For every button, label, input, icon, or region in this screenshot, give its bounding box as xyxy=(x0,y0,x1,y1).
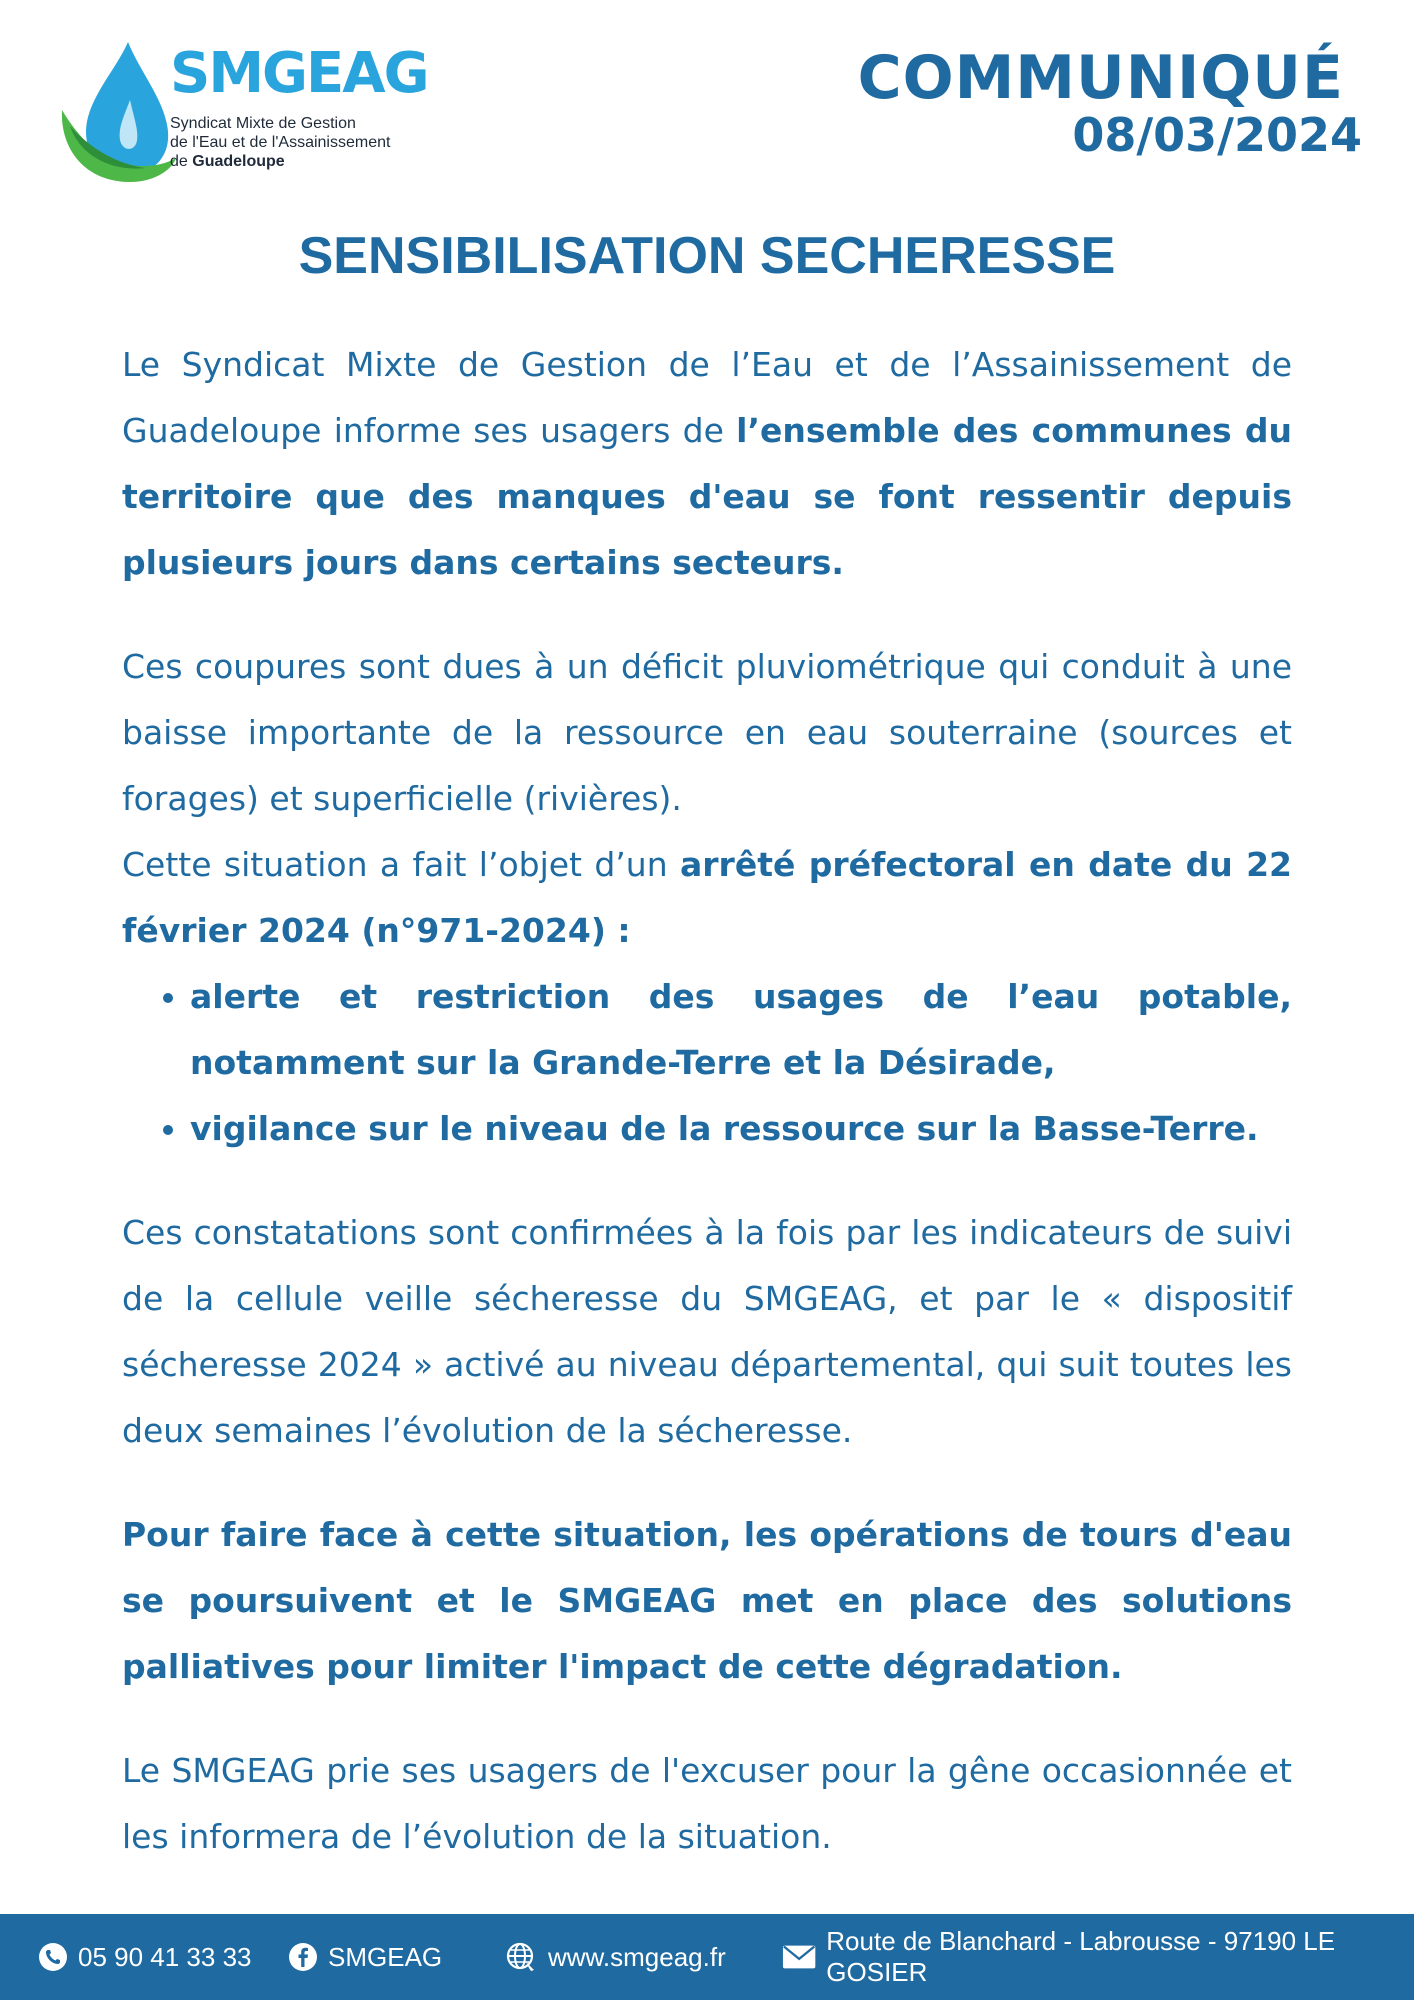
document-title: SENSIBILISATION SECHERESSE xyxy=(298,227,1116,285)
paragraph-6: Le SMGEAG prie ses usagers de l'excuser pour la gêne occasionnée et les informera de l’évolution de la situation. xyxy=(122,1751,1292,1856)
footer-facebook[interactable] xyxy=(288,1914,442,2000)
footer-phone-text: 05 90 41 33 33 xyxy=(78,1941,252,1972)
list-item: • vigilance sur le niveau de la ressource sur la Basse-Terre. xyxy=(190,1096,1292,1162)
communique-label: COMMUNIQUÉ xyxy=(857,43,1344,113)
brand-subtitle-line-1: Syndicat Mixte de Gestion xyxy=(170,115,356,132)
restriction-list xyxy=(122,964,1292,1162)
paragraph-1-emphasis: l’ensemble des communes du territoire que des manques d'eau se font ressentir depuis plusieurs jours dans certains secteurs. xyxy=(122,411,1292,582)
brand-name: SMGEAG xyxy=(170,41,428,106)
paragraph-2: Ces coupures sont dues à un déficit pluviométrique qui conduit à une baisse importante de la ressource en eau souterraine (sources et forages) et superficielle (rivières). xyxy=(122,647,1292,818)
facebook-icon xyxy=(288,1942,318,1972)
brand-subtitle-guadeloupe: Guadeloupe xyxy=(192,153,285,170)
document-body xyxy=(122,332,1292,1870)
footer-website[interactable] xyxy=(504,1914,726,2000)
footer-phone[interactable] xyxy=(38,1914,252,2000)
list-item: • alerte et restriction des usages de l’eau potable, notamment sur la Grande-Terre et la Désirade, xyxy=(190,964,1292,1096)
brand-subtitle xyxy=(170,114,390,171)
brand-subtitle-line-2: de l'Eau et de l'Assainissement xyxy=(170,134,391,151)
phone-icon xyxy=(38,1942,68,1972)
footer-address xyxy=(782,1914,1414,2000)
footer-bar xyxy=(0,1914,1414,2000)
paragraph-4: Ces constatations sont confirmées à la fois par les indicateurs de suivi de la cellule veille sécheresse du SMGEAG, et par le « dispositif sécheresse 2024 » activé au niveau départemental, qui suit toutes les deux semaines l’évolution de la sécheresse. xyxy=(122,1213,1292,1450)
paragraph-5: Pour faire face à cette situation, les opérations de tours d'eau se poursuivent et le SMGEAG met en place des solutions palliatives pour limiter l'impact de cette dégradation. xyxy=(122,1515,1292,1686)
smgeag-logo xyxy=(56,40,176,185)
globe-icon xyxy=(504,1940,538,1974)
envelope-icon xyxy=(782,1944,816,1970)
brand-subtitle-line-3: de Guadeloupe xyxy=(170,153,285,170)
paragraph-3-emphasis: arrêté préfectoral en date du 22 février 2024 (n°971-2024) : xyxy=(122,845,1292,950)
communique-date: 08/03/2024 xyxy=(1072,108,1362,162)
footer-website-text: www.smgeag.fr xyxy=(548,1941,726,1972)
paragraph-3: Cette situation a fait l’objet d’un arrêté préfectoral en date du 22 février 2024 (n°971-2024) : xyxy=(122,845,1292,950)
footer-facebook-text: SMGEAG xyxy=(328,1941,443,1972)
footer-address-text: Route de Blanchard - Labrousse - 97190 LE GOSIER xyxy=(826,1926,1336,1987)
paragraph-1: Le Syndicat Mixte de Gestion de l’Eau et de l’Assainissement de Guadeloupe informe ses usagers de l’ensemble des communes du territoire que des manques d'eau se font ressentir depuis plusieurs jours dans certains secteurs. xyxy=(122,345,1292,582)
